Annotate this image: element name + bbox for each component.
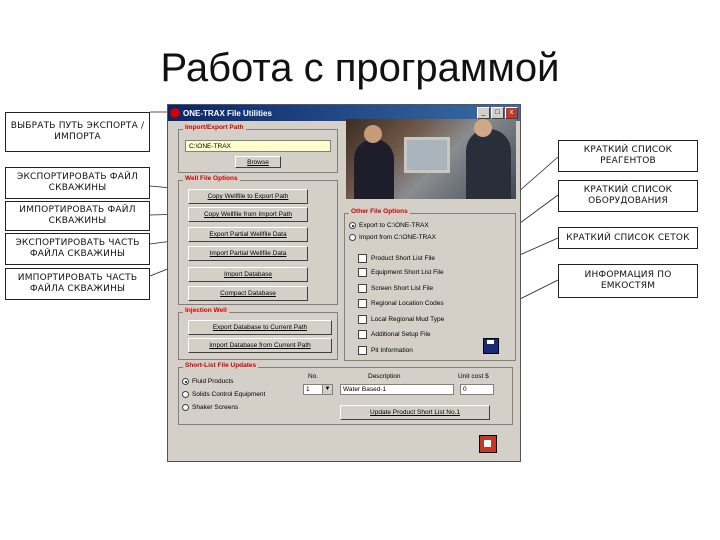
local-mud-type-checkbox[interactable] [358, 315, 444, 324]
product-short-list-label: Product Short List File [371, 255, 435, 262]
file-utilities-window [167, 104, 521, 462]
app-icon [170, 108, 180, 118]
fluid-products-label: Fluid Products [192, 378, 234, 385]
description-column-label: Description [368, 373, 401, 380]
close-button[interactable]: x [505, 107, 518, 119]
equipment-short-list-label: Equipment Short List File [371, 269, 444, 276]
team-photo [346, 119, 516, 199]
maximize-button[interactable]: □ [491, 107, 504, 119]
callout-select-path: ВЫБРАТЬ ПУТЬ ЭКСПОРТА / ИМПОРТА [5, 112, 150, 152]
injection-well-label: Injection Well [185, 307, 227, 314]
additional-setup-label: Additional Setup File [371, 331, 431, 338]
import-export-path-label: Import/Export Path [185, 124, 244, 131]
import-database-current-button[interactable]: Import Database from Current Path [188, 338, 332, 353]
export-database-button[interactable]: Export Database to Current Path [188, 320, 332, 335]
screen-short-list-checkbox[interactable] [358, 284, 433, 293]
other-file-options-label: Other File Options [351, 208, 408, 215]
no-select[interactable] [303, 384, 333, 395]
solids-control-radio[interactable] [182, 391, 265, 398]
solids-control-label: Solids Control Equipment [192, 391, 266, 398]
import-radio-label: Import from C:\ONE-TRAX [359, 234, 436, 241]
export-partial-wellfile-button[interactable]: Export Partial Wellfile Data [188, 227, 308, 242]
local-mud-type-label: Local Regional Mud Type [371, 316, 445, 323]
import-database-button[interactable]: Import Database [188, 267, 308, 282]
unit-cost-column-label: Unit cost $ [458, 373, 489, 380]
additional-setup-checkbox[interactable] [358, 330, 431, 339]
regional-location-checkbox[interactable] [358, 299, 444, 308]
callout-import-partial: ИМПОРТИРОВАТЬ ЧАСТЬ ФАЙЛА СКВАЖИНЫ [5, 268, 150, 300]
update-short-list-button[interactable]: Update Product Short List No.1 [340, 405, 490, 420]
regional-location-label: Regional Location Codes [371, 300, 444, 307]
copy-wellfile-to-export-button[interactable]: Copy Wellfile to Export Path [188, 189, 308, 204]
callout-export-partial: ЭКСПОРТИРОВАТЬ ЧАСТЬ ФАЙЛА СКВАЖИНЫ [5, 233, 150, 265]
unit-cost-field[interactable]: 0 [460, 384, 494, 395]
short-list-updates-label: Short-List File Updates [185, 362, 257, 369]
pit-information-checkbox[interactable] [358, 346, 413, 355]
save-icon[interactable] [483, 338, 499, 354]
chevron-down-icon[interactable]: ▼ [322, 385, 332, 394]
compact-database-button[interactable]: Compact Database [188, 286, 308, 301]
callout-equipment-list: КРАТКИЙ СПИСОК ОБОРУДОВАНИЯ [558, 180, 698, 212]
shaker-screens-label: Shaker Screens [192, 404, 239, 411]
equipment-short-list-checkbox[interactable] [358, 268, 444, 277]
copy-wellfile-from-import-button[interactable]: Copy Wellfile from Import Path [188, 207, 308, 222]
slide-title: Работа с программой [160, 46, 560, 90]
well-file-options-label: Well File Options [185, 175, 238, 182]
no-select-value: 1 [306, 386, 310, 393]
shaker-screens-radio[interactable] [182, 404, 238, 411]
export-radio[interactable] [349, 222, 429, 229]
callout-screens-list: КРАТКИЙ СПИСОК СЕТОК [558, 227, 698, 249]
no-column-label: No. [308, 373, 319, 380]
window-title: ONE-TRAX File Utilities [183, 108, 272, 118]
pit-information-label: Pit Information [371, 347, 413, 354]
export-radio-label: Export to C:\ONE-TRAX [359, 222, 429, 229]
import-partial-wellfile-button[interactable]: Import Partial Wellfile Data [188, 246, 308, 261]
screen-short-list-label: Screen Short List File [371, 285, 434, 292]
callout-import-well-file: ИМПОРТИРОВАТЬ ФАЙЛ СКВАЖИНЫ [5, 201, 150, 231]
product-short-list-checkbox[interactable] [358, 254, 435, 263]
callout-pit-information: ИНФОРМАЦИЯ ПО ЕМКОСТЯМ [558, 264, 698, 298]
callout-reagents-list: КРАТКИЙ СПИСОК РЕАГЕНТОВ [558, 140, 698, 172]
callout-export-well-file: ЭКСПОРТИРОВАТЬ ФАЙЛ СКВАЖИНЫ [5, 167, 150, 199]
minimize-button[interactable]: _ [477, 107, 490, 119]
description-field[interactable]: Water Based-1 [340, 384, 454, 395]
browse-button[interactable]: Browse [235, 156, 281, 168]
fluid-products-radio[interactable] [182, 378, 234, 385]
exit-icon[interactable] [479, 435, 497, 453]
path-field[interactable]: C:\ONE-TRAX [185, 140, 331, 152]
import-radio[interactable] [349, 234, 436, 241]
